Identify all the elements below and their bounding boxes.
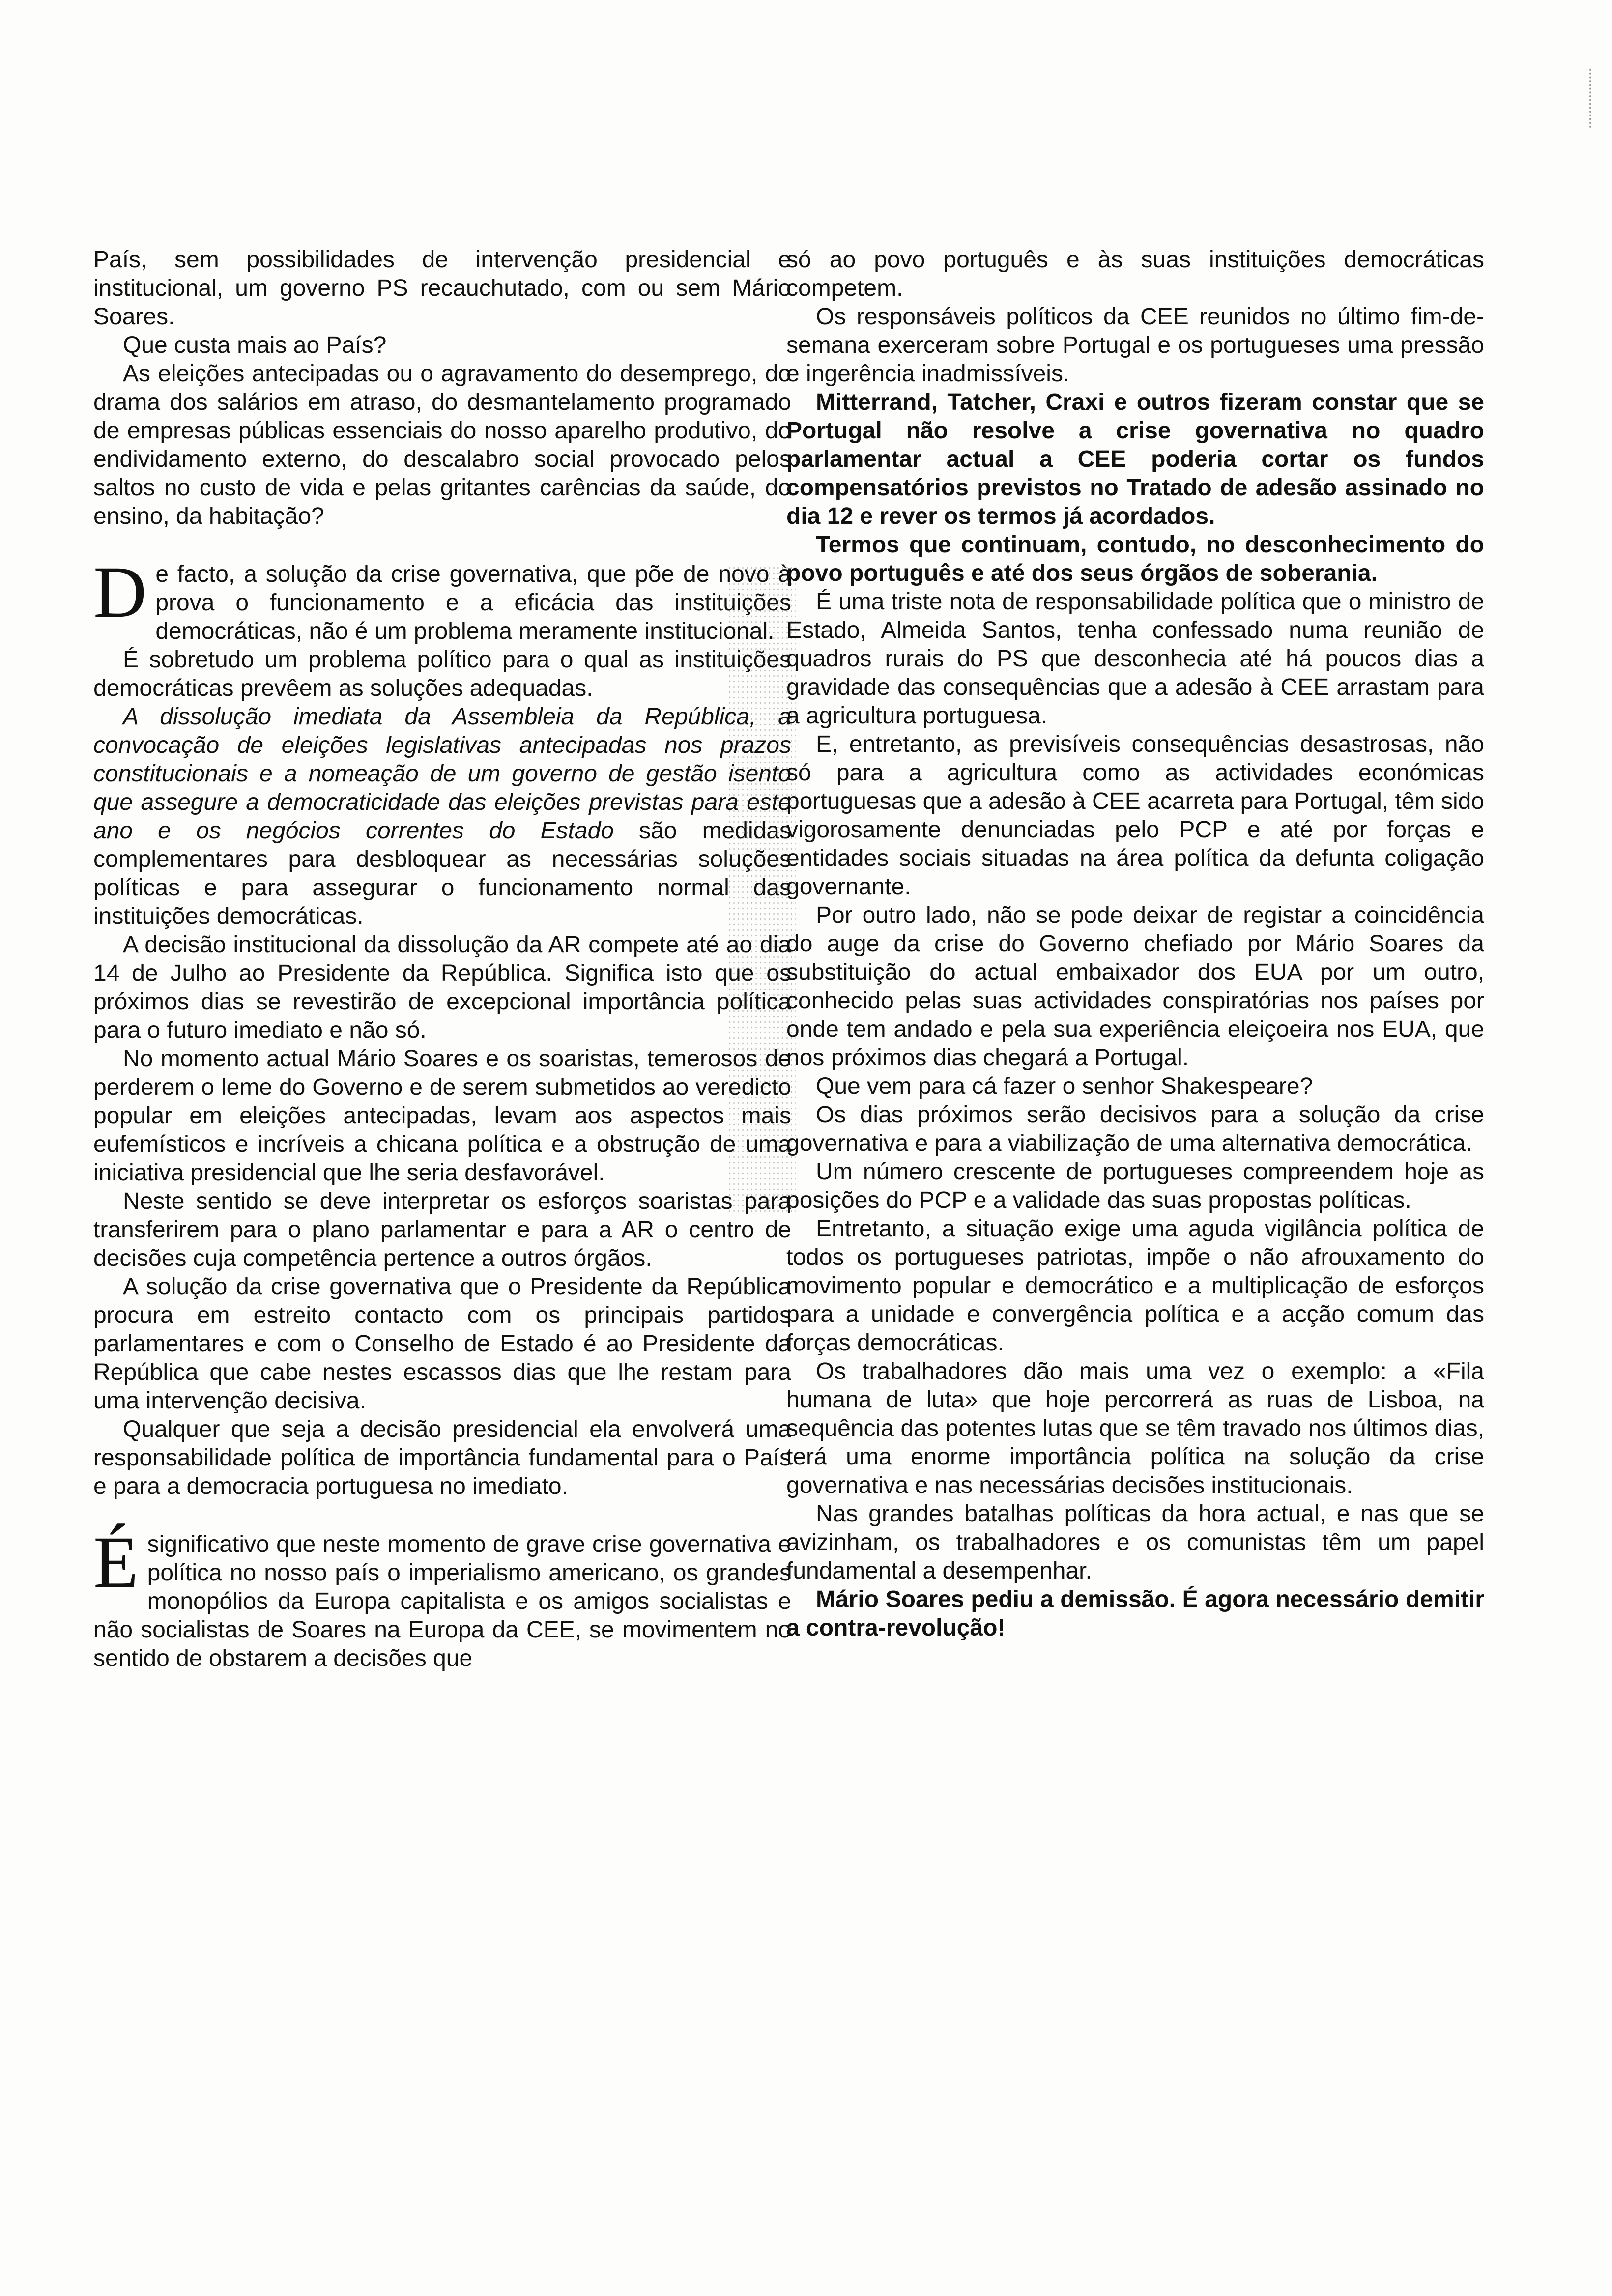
paragraph: Nas grandes batalhas políticas da hora actual, e nas que se avizinham, os trabalhadores e os comunistas têm um papel fundamental a desempenhar.	[786, 1501, 1484, 1584]
paragraph: Mitterrand, Tatcher, Craxi e outros fizeram constar que se Portugal não resolve a crise governativa no quadro parlamentar actual a CEE poderia cortar os fundos compensatórios previstos no Tratado de adesão assinado no dia 12 e rever os termos já acordados.	[786, 389, 1484, 529]
paragraph-dropcap	[93, 1521, 791, 1673]
paragraph-dropcap	[93, 551, 791, 646]
paragraph: Termos que continuam, contudo, no desconhecimento do povo português e até dos seus órgãos de soberania.	[786, 532, 1484, 586]
paragraph: Que vem para cá fazer o senhor Shakespeare?	[816, 1073, 1313, 1099]
paragraph: Neste sentido se deve interpretar os esforços soaristas para transferirem para o plano parlamentar e para a AR o centro de decisões cuja competência pertence a outros órgãos.	[93, 1188, 791, 1271]
paragraph-text: são medidas complementares para desbloquear as necessárias soluções políticas e para assegurar o funcionamento normal das instituições democráticas.	[93, 818, 791, 929]
paragraph: As eleições antecipadas ou o agravamento do desemprego, do drama dos salários em atraso, do desmantelamento programado de empresas públicas essenciais do nosso aparelho produtivo, do endividamento externo, do descalabro social provocado pelos saltos no custo de vida e pelas gritantes carências da saúde, do ensino, da habitação?	[93, 361, 791, 529]
paragraph-text: significativo que neste momento de grave crise governativa e política no nosso país o imperialismo americano, os grandes monopólios da Europa capitalista e os amigos socialistas e não socialistas de Soares na Europa da CEE, se movimentem no sentido de obstarem a decisões que	[93, 1531, 791, 1671]
paragraph: Os trabalhadores dão mais uma vez o exemplo: a «Fila humana de luta» que hoje percorrerá as ruas de Lisboa, na sequência das potentes lutas que se têm travado nos últimos dias, terá uma enorme importância política na solução da crise governativa e nas necessárias decisões institucionais.	[786, 1358, 1484, 1498]
paragraph: Que custa mais ao País?	[123, 332, 387, 358]
paragraph: No momento actual Mário Soares e os soaristas, temerosos de perderem o leme do Governo e de serem submetidos ao veredicto popular em eleições antecipadas, levam aos aspectos mais eufemísticos e incríveis a chicana política e a obstrução de uma iniciativa presidencial que lhe seria desfavorável.	[93, 1046, 791, 1186]
drop-cap: É	[93, 1521, 139, 1603]
right-column	[786, 246, 1484, 1642]
paragraph: Por outro lado, não se pode deixar de registar a coincidência do auge da crise do Governo chefiado por Mário Soares da substituição do actual embaixador dos EUA por um outro, conhecido pelas suas actividades conspiratórias nos países por onde tem andado e pela sua experiência eleiçoeira nos EUA, que nos próximos dias chegará a Portugal.	[786, 902, 1484, 1071]
drop-cap: D	[93, 551, 147, 633]
paragraph: Os responsáveis políticos da CEE reunidos no último fim-de-semana exerceram sobre Portugal e os portugueses uma pressão e ingerência inadmissíveis.	[786, 304, 1484, 387]
paragraph: País, sem possibilidades de intervenção presidencial e institucional, um governo PS recauchutado, com ou sem Mário Soares.	[93, 247, 791, 330]
paragraph: Um número crescente de portugueses compreendem hoje as posições do PCP e a validade das suas propostas políticas.	[786, 1159, 1484, 1213]
paragraph: Os dias próximos serão decisivos para a solução da crise governativa e para a viabilização de uma alternativa democrática.	[786, 1102, 1484, 1156]
paragraph-mixed	[93, 703, 791, 931]
paragraph: A decisão institucional da dissolução da AR compete até ao dia 14 de Julho ao Presidente da República. Significa isto que os próximos dias se revestirão de excepcional importância política para o futuro imediato e não só.	[93, 932, 791, 1043]
edge-marks	[1589, 69, 1597, 128]
left-column	[93, 246, 791, 1673]
italic-text: A dissolução imediata da Assembleia da República, a convocação de eleições legislativas antecipadas nos prazos constitucionais e a nomeação de um governo de gestão isento que assegure a democraticidade das eleições previstas para este ano e os negócios correntes do Estado	[93, 704, 791, 844]
paragraph: Entretanto, a situação exige uma aguda vigilância política de todos os portugueses patriotas, impõe o não afrouxamento do movimento popular e democrático e a multiplicação de esforços para a unidade e convergência política e a acção comum das forças democráticas.	[786, 1216, 1484, 1356]
closing-paragraph: Mário Soares pediu a demissão. É agora necessário demitir a contra-revolução!	[786, 1586, 1484, 1641]
paragraph-text: e facto, a solução da crise governativa, que põe de novo à prova o funcionamento e a eficácia das instituições democráticas, não é um problema meramente institucional.	[155, 561, 791, 644]
paragraph: E, entretanto, as previsíveis consequências desastrosas, não só para a agricultura como as actividades económicas portuguesas que a adesão à CEE acarreta para Portugal, têm sido vigorosamente denunciadas pelo PCP e até por forças e entidades sociais situadas na área política da defunta coligação governante.	[786, 731, 1484, 900]
paragraph: Qualquer que seja a decisão presidencial ela envolverá uma responsabilidade política de importância fundamental para o País e para a democracia portuguesa no imediato.	[93, 1416, 791, 1499]
paragraph: só ao povo português e às suas instituições democráticas competem.	[786, 247, 1484, 301]
paragraph: A solução da crise governativa que o Presidente da República procura em estreito contacto com os principais partidos parlamentares e com o Conselho de Estado é ao Presidente da República que cabe nestes escassos dias que lhe restam para uma intervenção decisiva.	[93, 1274, 791, 1414]
paragraph: É sobretudo um problema político para o qual as instituições democráticas prevêem as soluções adequadas.	[93, 647, 791, 701]
paragraph: É uma triste nota de responsabilidade política que o ministro de Estado, Almeida Santos, tenha confessado numa reunião de quadros rurais do PS que desconhecia até há poucos dias a gravidade das consequências que a adesão à CEE arrastam para a agricultura portuguesa.	[786, 589, 1484, 729]
